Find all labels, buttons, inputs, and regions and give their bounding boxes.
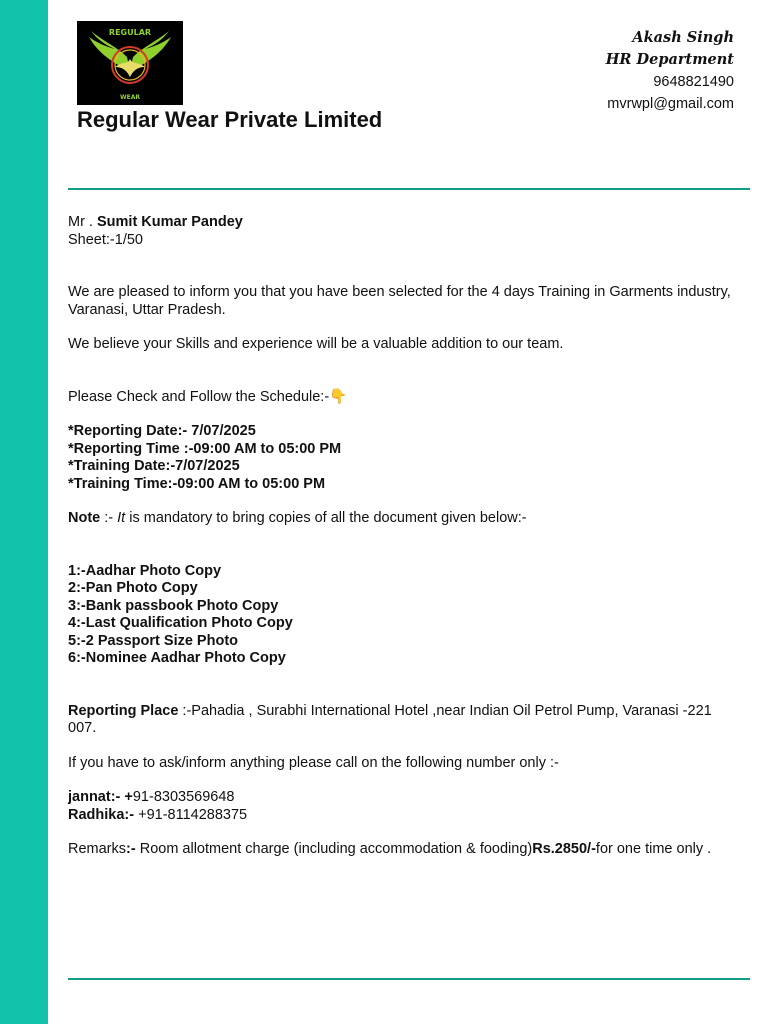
remarks-tail: for one time only . [595,841,712,857]
hr-contact-block [606,27,734,115]
note-line [68,510,740,528]
document-item: 3:-Bank passbook Photo Copy [68,597,279,614]
remarks-text: Room allotment charge (including accommodation & fooding) [135,841,533,857]
contact2-number: +91-8114288375 [134,806,248,823]
salutation: Mr . [68,214,93,230]
reporting-place [68,703,740,738]
schedule-item: *Reporting Date:- 7/07/2025 [68,423,256,439]
document-item: 1:-Aadhar Photo Copy [68,562,222,579]
contact-intro: If you have to ask/inform anything please call on the following number only :- [68,754,559,771]
contact1-label: jannat:- + [68,789,133,805]
contact-department: HR Department [605,51,734,68]
document-item: 4:-Last Qualification Photo Copy [68,615,293,631]
remarks-amount: Rs.2850/- [532,841,596,857]
remarks-label: Remarks [68,841,127,857]
contact-email: mvrwpl@gmail.com [607,96,734,112]
logo-text-bottom: WEAR [120,94,140,101]
schedule-intro-text: Please Check and Follow the Schedule:- [68,388,330,405]
place-text: :-Pahadia , Surabhi International Hotel ,near Indian Oil Petrol Pump, Varanasi -221 007. [68,702,712,736]
logo-text-top: REGULAR [108,28,152,37]
team-paragraph: We believe your Skills and experience will be a valuable addition to our team. [68,336,564,352]
selection-paragraph: We are pleased to inform you that you have been selected for the 4 days Training in Garments industry, Varanasi, Uttar Pradesh. [68,284,731,318]
note-label: Note [68,510,101,526]
document-item: 2:-Pan Photo Copy [68,580,198,596]
schedule-item: *Reporting Time :-09:00 AM to 05:00 PM [68,440,342,457]
note-it: It [117,510,126,526]
recipient-name: Sumit Kumar Pandey [97,214,243,230]
logo-graphic [77,21,183,105]
pointing-down-icon: 👇 [329,388,348,405]
place-label: Reporting Place [68,702,179,719]
company-name: Regular Wear Private Limited [77,107,383,132]
letter-body [68,214,740,859]
contact-phone: 9648821490 [653,74,734,90]
contact-radhika [68,807,740,825]
contact-jannat [68,789,740,807]
header-divider [68,188,750,190]
schedule-item: *Training Time:-09:00 AM to 05:00 PM [68,475,326,492]
company-logo [77,21,183,105]
contact2-label: Radhika:- [68,806,135,823]
recipient-line [68,214,740,232]
note-sep: :- [100,510,118,526]
remarks-sep: :- [126,841,136,857]
sheet-number: Sheet:-1/50 [68,231,143,248]
schedule-intro [68,389,740,407]
footer-divider [68,978,750,980]
document-item: 5:-2 Passport Size Photo [68,632,239,649]
contact1-number: 91-8303569648 [132,789,235,805]
document-item: 6:-Nominee Aadhar Photo Copy [68,650,286,666]
schedule-item: *Training Date:-7/07/2025 [68,458,240,474]
contact-name: Akash Singh [632,29,734,46]
remarks [68,841,740,859]
note-text: is mandatory to bring copies of all the document given below:- [125,510,527,526]
side-accent-bar [0,0,48,1024]
